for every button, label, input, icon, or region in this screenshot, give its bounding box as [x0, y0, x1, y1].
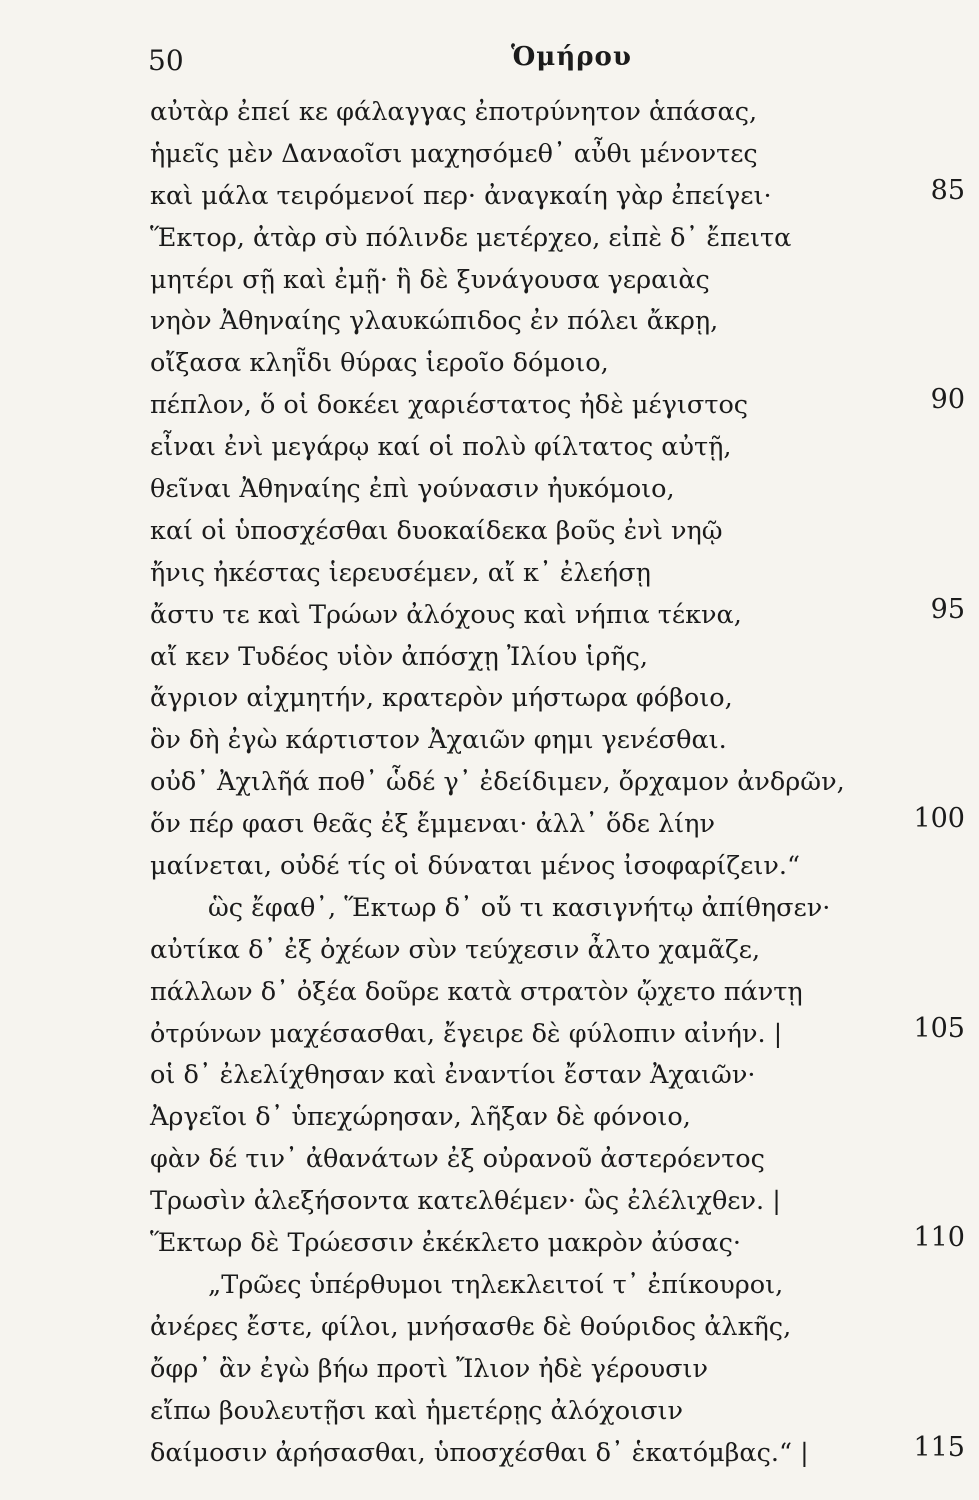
verse-text: ὅν πέρ φασι θεᾶς ἐξ ἔμμεναι· ἀλλ᾽ ὅδε λίην: [150, 809, 715, 840]
verse-line: [0, 1223, 979, 1265]
page-header: [0, 40, 979, 80]
verse-text: αὐτίκα δ᾽ ἐξ ὀχέων σὺν τεύχεσιν ἆλτο χαμᾶζε,: [150, 934, 761, 965]
verse-line: [0, 846, 979, 888]
verse-line: [0, 218, 979, 260]
verse-line: [0, 134, 979, 176]
verse-text: θεῖναι Ἀθηναίης ἐπὶ γούνασιν ἠυκόμοιο,: [150, 474, 675, 505]
verse-text: ὣς ἔφαθ᾽, Ἕκτωρ δ᾽ οὔ τι κασιγνήτῳ ἀπίθησεν·: [208, 892, 831, 923]
verse-text: οἱ δ᾽ ἐλελίχθησαν καὶ ἐναντίοι ἔσταν Ἀχαιῶν·: [150, 1060, 756, 1091]
verse-line: [0, 1265, 979, 1307]
verse-line: [0, 343, 979, 385]
verse-text: Τρωσὶν ἀλεξήσοντα κατελθέμεν· ὣς ἐλέλιχθεν. |: [150, 1186, 781, 1217]
verse-line: [0, 804, 979, 846]
verse-text: αὐτὰρ ἐπεί κε φάλαγγας ἐποτρύνητον ἁπάσας,: [150, 97, 758, 127]
verse-text: μητέρι σῇ καὶ ἐμῇ· ἣ δὲ ξυνάγουσα γεραιὰς: [150, 264, 710, 295]
verse-line: [0, 427, 979, 469]
line-number: 90: [930, 384, 965, 416]
verse-text: μαίνεται, οὐδέ τίς οἱ δύναται μένος ἰσοφαρίζειν.“: [150, 851, 801, 882]
verse-line: [0, 595, 979, 637]
verse-text: Ἕκτορ, ἀτὰρ σὺ πόλινδε μετέρχεο, εἰπὲ δ᾽ ἔπειτα: [150, 222, 792, 253]
verse-line: [0, 385, 979, 427]
verse-line: [0, 260, 979, 302]
running-head: Ὁμήρου: [511, 42, 632, 72]
verse-line: [0, 1014, 979, 1056]
line-number: 85: [930, 174, 965, 206]
verse-text: ὃν δὴ ἐγὼ κάρτιστον Ἀχαιῶν φημι γενέσθαι.: [150, 725, 727, 756]
verse-text: ἡμεῖς μὲν Δαναοῖσι μαχησόμεθ᾽ αὖθι μένοντες: [150, 138, 758, 169]
line-number: 100: [913, 803, 965, 835]
verse-text: νηὸν Ἀθηναίης γλαυκώπιδος ἐν πόλει ἄκρῃ,: [150, 306, 719, 337]
verse-line: [0, 888, 979, 930]
verse-line: [0, 930, 979, 972]
verse-line: [0, 972, 979, 1014]
verse-text: εἶναι ἐνὶ μεγάρῳ καί οἱ πολὺ φίλτατος αὐτῇ,: [150, 432, 732, 463]
verse-line: [0, 1433, 979, 1475]
verse-line: [0, 92, 979, 134]
verse-text: Ἕκτωρ δὲ Τρώεσσιν ἐκέκλετο μακρὸν ἀύσας·: [150, 1228, 742, 1259]
verse-text: πάλλων δ᾽ ὀξέα δοῦρε κατὰ στρατὸν ᾤχετο πάντῃ: [150, 976, 803, 1007]
verse-line: [0, 301, 979, 343]
verse-line: [0, 678, 979, 720]
verse-line: [0, 469, 979, 511]
verse-text: δαίμοσιν ἀρήσασθαι, ὑποσχέσθαι δ᾽ ἑκατόμβας.“ |: [150, 1437, 809, 1468]
verse-text: πέπλον, ὅ οἱ δοκέει χαριέστατος ἠδὲ μέγιστος: [150, 390, 749, 421]
verse-text: καὶ μάλα τειρόμενοί περ· ἀναγκαίη γὰρ ἐπείγει·: [150, 180, 772, 211]
verse-line: [0, 1055, 979, 1097]
verse-line: [0, 637, 979, 679]
verse-line: [0, 1349, 979, 1391]
verse-line: [0, 176, 979, 218]
verse-text: αἴ κεν Τυδέος υἱὸν ἀπόσχῃ Ἰλίου ἱρῆς,: [150, 641, 648, 672]
verse-line: [0, 1307, 979, 1349]
verse-text: „Τρῶες ὑπέρθυμοι τηλεκλειτοί τ᾽ ἐπίκουροι,: [208, 1269, 784, 1300]
verse-line: [0, 1181, 979, 1223]
verse-line: [0, 553, 979, 595]
verse-text: φὰν δέ τιν᾽ ἀθανάτων ἐξ οὐρανοῦ ἀστερόεντος: [150, 1144, 765, 1175]
verse-text: ὀτρύνων μαχέσασθαι, ἔγειρε δὲ φύλοπιν αἰνήν. |: [150, 1018, 783, 1049]
verse-line: [0, 511, 979, 553]
verse-text: ἀνέρες ἔστε, φίλοι, μνήσασθε δὲ θούριδος ἀλκῆς,: [150, 1311, 792, 1342]
line-number: 115: [913, 1431, 965, 1463]
verse-line: [0, 1097, 979, 1139]
verse-text: ἤνις ἠκέστας ἱερευσέμεν, αἴ κ᾽ ἐλεήσῃ: [150, 557, 651, 588]
verse-text: ὄφρ᾽ ἂν ἐγὼ βήω προτὶ Ἴλιον ἠδὲ γέρουσιν: [150, 1353, 708, 1384]
verse-text: καί οἱ ὑποσχέσθαι δυοκαίδεκα βοῦς ἐνὶ νηῷ: [150, 515, 723, 546]
verse-line: [0, 762, 979, 804]
line-number: 105: [913, 1012, 965, 1044]
verse-text: οὐδ᾽ Ἀχιλῆά ποθ᾽ ὧδέ γ᾽ ἐδείδιμεν, ὄρχαμον ἀνδρῶν,: [150, 767, 845, 798]
verse-text: Ἀργεῖοι δ᾽ ὑπεχώρησαν, λῆξαν δὲ φόνοιο,: [150, 1102, 691, 1133]
line-number: 110: [913, 1222, 965, 1254]
line-number: 95: [930, 593, 965, 625]
verse-line: [0, 1391, 979, 1433]
page-number: 50: [148, 44, 184, 77]
verse-text: ἄγριον αἰχμητήν, κρατερὸν μήστωρα φόβοιο,: [150, 683, 733, 714]
verse-lines: [0, 92, 979, 1474]
verse-line: [0, 720, 979, 762]
verse-text: εἴπω βουλευτῇσι καὶ ἡμετέρῃς ἀλόχοισιν: [150, 1395, 683, 1426]
verse-text: οἴξασα κληῗδι θύρας ἱεροῖο δόμοιο,: [150, 348, 609, 379]
verse-line: [0, 1139, 979, 1181]
verse-text: ἄστυ τε καὶ Τρώων ἀλόχους καὶ νήπια τέκνα,: [150, 599, 742, 630]
